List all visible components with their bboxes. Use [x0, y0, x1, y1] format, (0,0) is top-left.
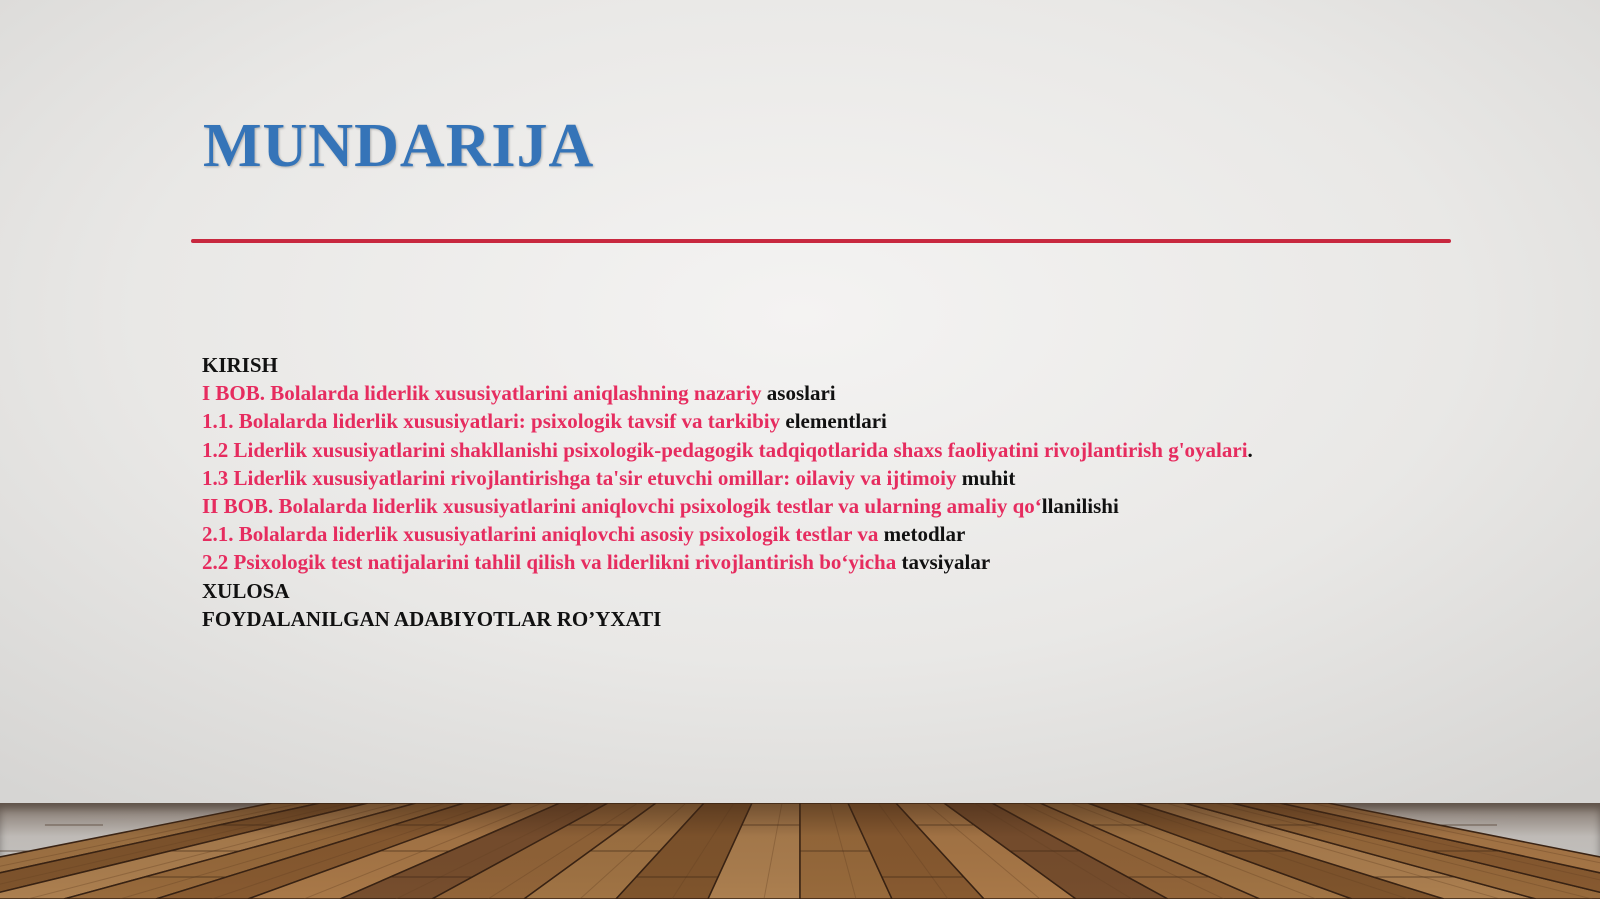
- toc-item-text: 1.3 Liderlik xususiyatlarini rivojlantirishga ta'sir etuvchi omillar: oilaviy va ijtimoiy: [202, 465, 957, 490]
- table-of-contents: [202, 351, 1462, 633]
- toc-item-xulosa: [202, 577, 1462, 605]
- wood-planks-graphic: [0, 803, 1600, 899]
- toc-item-text: I BOB. Bolalarda liderlik xususiyatlarini aniqlashning nazariy: [202, 381, 762, 406]
- slide-title: MUNDARIJA: [203, 112, 595, 180]
- toc-item-2-1: [202, 520, 1462, 548]
- toc-item-text: 2.2 Psixologik test natijalarini tahlil qilish va liderlikni rivojlantirish bo‘yicha: [202, 550, 897, 575]
- toc-item-tail: metodlar: [878, 522, 966, 547]
- toc-item-2-2: [202, 548, 1462, 576]
- toc-item-text: II BOB. Bolalarda liderlik xususiyatlarini aniqlovchi psixologik testlar va ularning amaliy qo‘: [202, 494, 1042, 519]
- toc-item-1-1: [202, 407, 1462, 435]
- toc-item-bob-1: [202, 379, 1462, 407]
- toc-item-adabiyotlar: [202, 605, 1462, 633]
- toc-item-bob-2: [202, 492, 1462, 520]
- toc-item-text: FOYDALANILGAN ADABIYOTLAR RO’YXATI: [202, 606, 662, 631]
- toc-item-tail: muhit: [956, 465, 1016, 490]
- toc-item-text: 1.2 Liderlik xususiyatlarini shakllanishi psixologik-pedagogik tadqiqotlarida shaxs faoliyatini rivojlantirish g'oyalari: [202, 437, 1248, 462]
- toc-item-tail: .: [1247, 437, 1253, 462]
- toc-item-text: 2.1. Bolalarda liderlik xususiyatlarini aniqlovchi asosiy psixologik testlar va: [202, 522, 879, 547]
- title-divider: [191, 239, 1451, 243]
- wooden-floor-image: [0, 803, 1600, 899]
- toc-item-text: XULOSA: [202, 578, 290, 603]
- toc-item-text: KIRISH: [202, 353, 278, 377]
- toc-item-1-3: [202, 464, 1462, 492]
- toc-item-kirish: [202, 351, 1462, 379]
- toc-item-tail: llanilishi: [1041, 494, 1119, 519]
- toc-item-text: 1.1. Bolalarda liderlik xususiyatlari: psixologik tavsif va tarkibiy: [202, 409, 781, 434]
- toc-item-tail: asoslari: [761, 381, 836, 406]
- toc-item-1-2: [202, 436, 1462, 464]
- toc-item-tail: elementlari: [780, 409, 887, 434]
- toc-item-tail: tavsiyalar: [896, 550, 991, 575]
